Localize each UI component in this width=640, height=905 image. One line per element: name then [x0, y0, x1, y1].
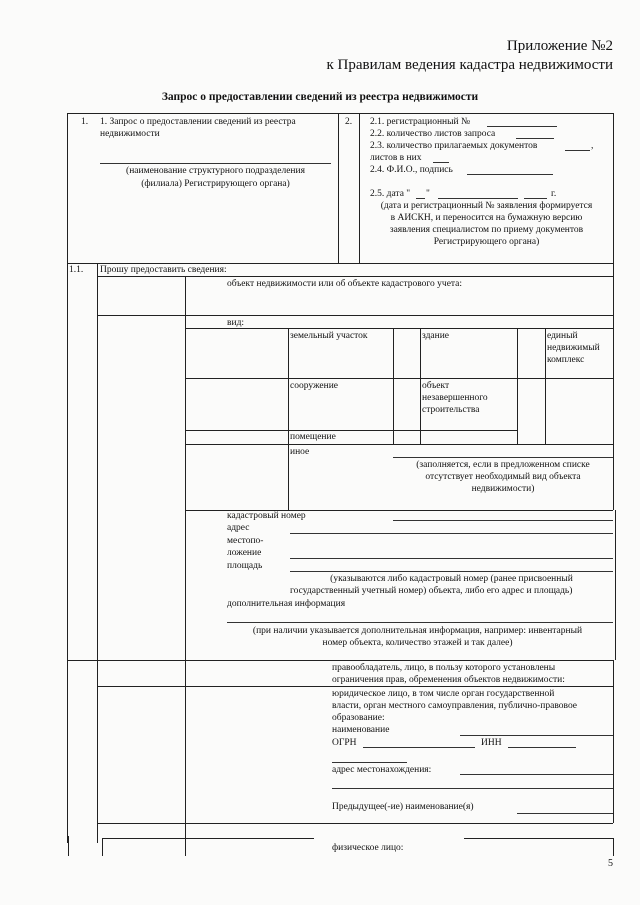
- kinds-col-3: [420, 328, 421, 444]
- date-note-4: Регистрирующего органа): [433, 237, 540, 247]
- individual-row-top-right: [464, 838, 613, 839]
- kind-unfinished-checkbox[interactable]: [518, 379, 544, 443]
- sec1-sec2-divider: [338, 113, 339, 263]
- kind-complex-2: недвижимый: [547, 343, 600, 353]
- appendix-subtitle: к Правилам ведения кадастра недвижимости: [326, 57, 613, 73]
- col-divider-next: [102, 838, 103, 856]
- kind-other[interactable]: иное: [290, 447, 310, 457]
- reg-number-label: 2.1. регистрационный №: [370, 117, 471, 127]
- kind-premises[interactable]: помещение: [290, 432, 336, 442]
- request-label: Прошу предоставить сведения:: [100, 265, 227, 275]
- legal-row-top: [97, 686, 613, 687]
- col-divider: [97, 263, 98, 843]
- fio-label: 2.4. Ф.И.О., подпись: [370, 165, 453, 175]
- ogrn-label: ОГРН: [332, 738, 357, 748]
- legal-entity-label-2: власти, орган местного самоуправления, публично-правовое: [332, 701, 578, 711]
- location-label-2: ложение: [227, 548, 262, 558]
- legal-entity-label: юридическое лицо, в том числе орган государственной: [332, 689, 555, 699]
- right-border-next: [613, 838, 614, 856]
- date-label: 2.5. дата ": [370, 189, 411, 199]
- left-border-next: [68, 836, 69, 856]
- kind-other-note-2: отсутствует необходимый вид объекта: [425, 472, 581, 482]
- kind-other-field[interactable]: [393, 457, 613, 458]
- legal-entity-label-3: образование:: [332, 713, 385, 723]
- date-day-field[interactable]: [416, 198, 425, 199]
- inner-col-divider: [185, 276, 186, 843]
- registry-office-field[interactable]: [100, 163, 331, 164]
- reg-number-field[interactable]: [487, 126, 557, 127]
- kinds-col-1: [288, 328, 289, 510]
- extra-info-field[interactable]: [227, 622, 613, 623]
- kind-structure-checkbox[interactable]: [394, 379, 419, 429]
- extra-info-note-2: номер объекта, количество этажей и так далее): [322, 638, 513, 648]
- kinds-row-3: [185, 430, 517, 431]
- cadastral-number-field[interactable]: [393, 520, 613, 521]
- right-border-11: [613, 263, 614, 510]
- date-year-suffix: г.: [551, 189, 557, 199]
- cadastral-label: кадастровый номер: [227, 511, 306, 521]
- kind-row-top: [97, 315, 613, 316]
- date-year-field[interactable]: [524, 198, 547, 199]
- appendix-title: Приложение №2: [506, 38, 613, 54]
- date-note: (дата и регистрационный № заявления формируется: [380, 201, 593, 211]
- individual-label: физическое лицо:: [332, 843, 404, 853]
- section1-label-2: недвижимости: [100, 129, 160, 139]
- inner-col-divider-next: [185, 838, 186, 856]
- name-label: наименование: [332, 725, 390, 735]
- table-right-border: [613, 113, 614, 263]
- location-address-label: адрес местонахождения:: [332, 765, 432, 775]
- kind-other-note-3: недвижимости): [471, 484, 535, 494]
- date-month-field[interactable]: [438, 198, 518, 199]
- individual-row-top: [102, 838, 314, 839]
- kinds-row-4: [185, 444, 613, 445]
- kind-land[interactable]: земельный участок: [290, 331, 368, 341]
- date-note-2: в АИСКН, и переносится на бумажную версию: [390, 213, 583, 223]
- ident-note: (указываются либо кадастровый номер (ранее присвоенный: [330, 574, 573, 584]
- kind-other-note: (заполняется, если в предложенном списке: [416, 460, 590, 470]
- area-field[interactable]: [290, 571, 613, 572]
- area-label: площадь: [227, 561, 263, 571]
- kind-complex-3: комплекс: [547, 355, 585, 365]
- address-field[interactable]: [290, 533, 613, 534]
- legal-name-field[interactable]: [460, 735, 613, 736]
- kind-complex[interactable]: единый: [547, 331, 578, 341]
- docs-sheets-field[interactable]: [433, 162, 449, 163]
- docs-field[interactable]: [565, 150, 590, 151]
- ogrn-field[interactable]: [363, 747, 475, 748]
- holder-label: правообладатель, лицо, в пользу которого установлены: [332, 663, 556, 673]
- extra-short-field[interactable]: [332, 762, 407, 763]
- ident-note-2: государственный учетный номер) объекта, либо его адрес и площадь): [290, 586, 573, 596]
- docs-sheets-label: листов в них: [370, 153, 422, 163]
- kind-unfinished-3: строительства: [422, 405, 480, 415]
- kinds-col-5: [545, 328, 546, 444]
- kind-premises-checkbox[interactable]: [394, 431, 419, 443]
- location-field[interactable]: [290, 558, 613, 559]
- kind-structure[interactable]: сооружение: [290, 381, 339, 391]
- date-note-3: заявления специалистом по приему документов: [389, 225, 584, 235]
- page-number: 5: [608, 858, 613, 869]
- extra-info-note: (при наличии указывается дополнительная информация, например: инвентарный: [252, 626, 583, 636]
- location-address-field-2[interactable]: [332, 788, 613, 789]
- date-quote: ": [426, 189, 430, 199]
- inn-label: ИНН: [481, 738, 502, 748]
- legal-row-bottom: [97, 823, 613, 824]
- right-border-ident: [615, 510, 616, 660]
- prev-name-label: Предыдущее(-ие) наименование(я): [332, 802, 474, 812]
- section1-label: 1. Запрос о предоставлении сведений из реестра: [100, 117, 296, 127]
- sheets-field[interactable]: [516, 138, 554, 139]
- extra-info-label: дополнительная информация: [227, 599, 346, 609]
- location-address-field[interactable]: [460, 774, 613, 775]
- inn-field[interactable]: [508, 747, 576, 748]
- section11-number: 1.1.: [69, 265, 84, 275]
- kind-unfinished-2: незавершенного: [422, 393, 488, 403]
- fio-signature-field[interactable]: [467, 174, 553, 175]
- page-title: Запрос о предоставлении сведений из реестра недвижимости: [161, 91, 479, 103]
- location-label: местопо-: [227, 536, 264, 546]
- right-border-holder: [613, 660, 614, 823]
- section1-number: 1.: [81, 117, 89, 127]
- section2-number: 2.: [345, 117, 353, 127]
- holder-label-2: ограничения прав, обременения объектов недвижимости:: [332, 675, 565, 685]
- docs-comma: ,: [591, 141, 594, 151]
- kind-building[interactable]: здание: [422, 331, 450, 341]
- kind-land-checkbox[interactable]: [394, 329, 419, 377]
- docs-label: 2.3. количество прилагаемых документов: [370, 141, 538, 151]
- kind-label: вид:: [227, 318, 245, 328]
- prev-name-field[interactable]: [517, 813, 613, 814]
- registry-office-caption: (наименование структурного подразделения: [126, 166, 305, 176]
- table-left-border: [67, 113, 68, 843]
- sheets-label: 2.2. количество листов запроса: [370, 129, 496, 139]
- object-row-top: [97, 276, 613, 277]
- registry-office-caption-2: (филиала) Регистрирующего органа): [141, 179, 290, 189]
- kind-unfinished[interactable]: объект: [422, 381, 450, 391]
- table-top-border: [67, 113, 613, 114]
- object-heading: объект недвижимости или об объекте кадастрового учета:: [227, 279, 463, 289]
- kind-building-checkbox[interactable]: [518, 329, 544, 377]
- holder-row-top: [67, 660, 613, 661]
- address-label: адрес: [227, 523, 250, 533]
